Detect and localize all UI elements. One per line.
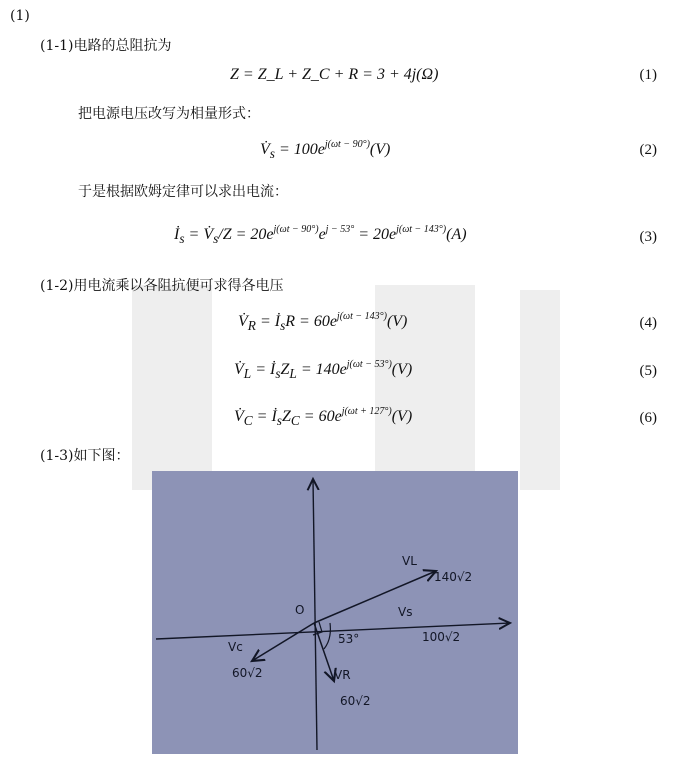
- vr-label: VR: [334, 668, 351, 682]
- vl-value: 140√2: [434, 570, 473, 584]
- equation-3-number: (3): [639, 229, 657, 245]
- vr-value: 60√2: [340, 694, 371, 708]
- equation-1: Z = Z_L + Z_C + R = 3 + 4j(Ω): [230, 66, 439, 83]
- heading-1-2: (1-2)用电流乘以各阻抗便可求得各电压: [40, 278, 284, 294]
- equation-4-number: (4): [639, 315, 657, 331]
- origin-label: O: [295, 603, 305, 617]
- angle-arc: [324, 623, 330, 649]
- equation-5: $V̇_L$ = $İ_sZ_L = 140e^{j(\omega t - 53^\circ)}(V)$: [234, 359, 413, 382]
- text-phasor-intro: 把电源电压改写为相量形式：: [78, 106, 260, 122]
- phasor-diagram-photo: [152, 471, 518, 754]
- equation-6: $V̇_C$ = $İ_sZ_C = 60e^{j(\omega t + 127^\circ)}(V)$: [234, 406, 413, 429]
- equation-5-number: (5): [639, 363, 657, 379]
- vl-phasor: [314, 571, 436, 623]
- equation-2-number: (2): [639, 142, 657, 158]
- equation-2: $V̇_s = 100e^{j(\omega t - 90^\circ)}(V)$: [260, 139, 391, 162]
- part-label: (1): [10, 8, 30, 24]
- phasor-diagram: [152, 471, 518, 754]
- vc-phasor: [252, 623, 314, 661]
- vs-label: Vs: [398, 605, 413, 619]
- angle-label: 53°: [338, 632, 360, 646]
- vc-label: Vc: [228, 640, 243, 654]
- text-ohm-law: 于是根据欧姆定律可以求出电流：: [78, 184, 288, 200]
- vertical-axis: [313, 479, 317, 750]
- vc-value: 60√2: [232, 666, 263, 680]
- equation-3: $İ_s$ = $V̇_s/Z = 20e^{j(\omega t - 90^\circ)}e^{j - 53^\circ} = 20e^{j(\omega t - 143^\circ)}(A)$: [174, 224, 467, 247]
- equation-1-number: (1): [639, 67, 657, 83]
- heading-1-3: (1-3)如下图：: [40, 448, 130, 464]
- equation-4: $V̇_R$ = $İ_sR = 60e^{j(\omega t - 143^\circ)}(V)$: [238, 311, 408, 334]
- vs-value: 100√2: [422, 630, 461, 644]
- watermark-block-right: [520, 290, 560, 490]
- equation-6-number: (6): [639, 410, 657, 426]
- watermark-block-left: [132, 285, 212, 490]
- vl-label: VL: [402, 554, 417, 568]
- heading-1-1: (1-1)电路的总阻抗为: [40, 38, 172, 54]
